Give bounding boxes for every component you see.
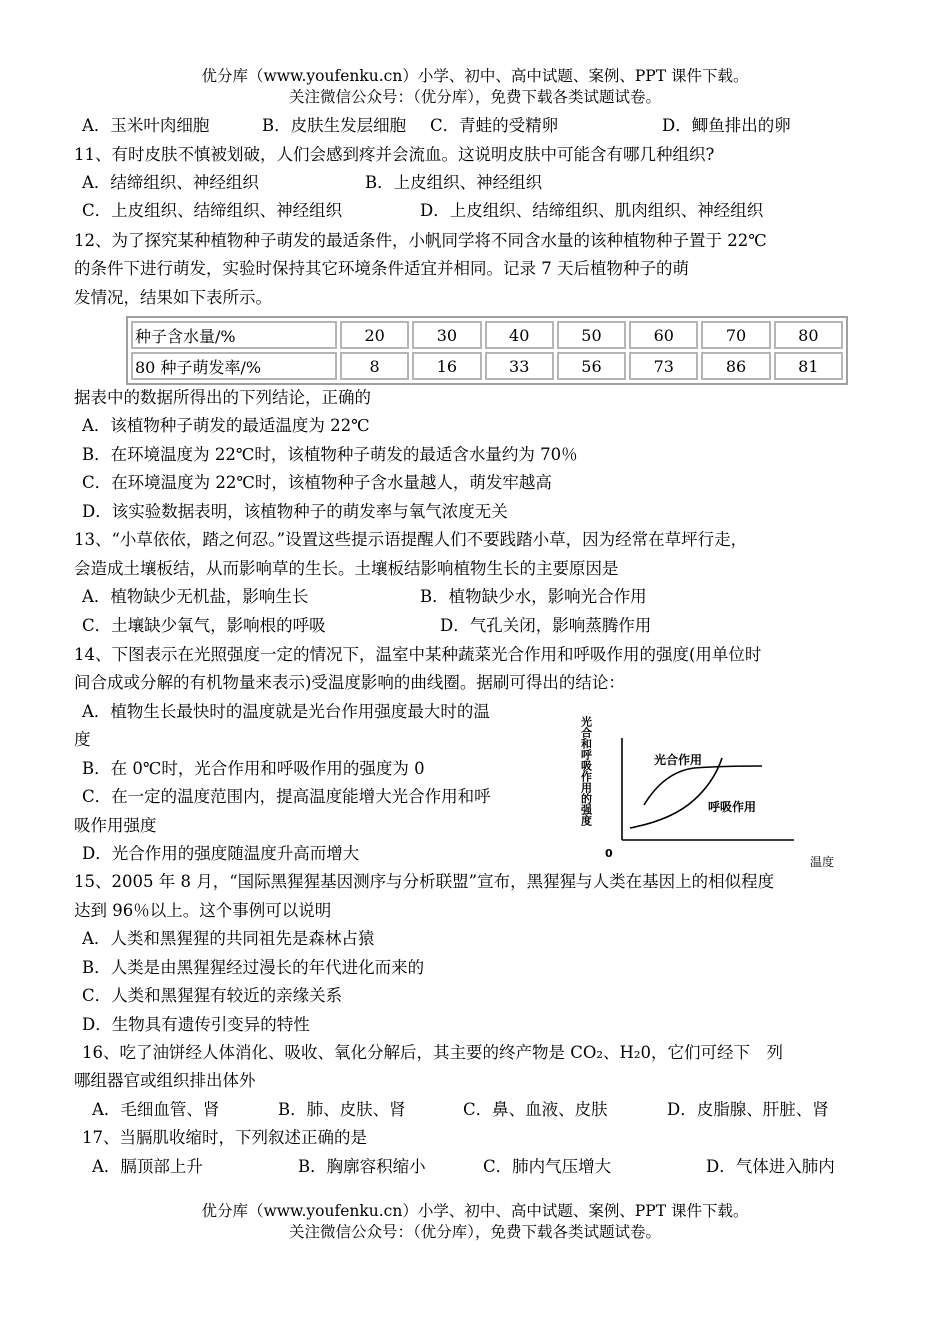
q17-option-c: C．肺内气压增大 xyxy=(483,1157,612,1176)
q14-option-b: B．在 0℃时，光合作用和呼吸作用的强度为 0 xyxy=(82,759,425,778)
header-line-1: 优分库（www.youfenku.cn）小学、初中、高中试题、案例、PPT 课件下载。 xyxy=(201,67,749,85)
q14-option-a-line1: A．植物生长最快时的温度就是光台作用强度最大时的温 xyxy=(82,702,490,721)
table-cell: 50 xyxy=(557,321,626,349)
q10-option-d: D．鲫鱼排出的卵 xyxy=(662,116,791,135)
q16-option-b: B．肺、皮肤、肾 xyxy=(278,1100,406,1119)
table-cell: 73 xyxy=(629,352,698,380)
row-label-water-content: 种子含水量/% xyxy=(131,321,337,349)
q13-option-d: D．气孔关闭，影响蒸腾作用 xyxy=(440,616,652,635)
q12-option-c: C．在环境温度为 22℃时，该植物种子含水量越人，萌发牢越高 xyxy=(82,473,552,492)
q12-stem-3: 发情况，结果如下表所示。 xyxy=(74,288,272,307)
chart-label-photosynthesis: 光合作用 xyxy=(654,753,703,767)
q12-option-a: A．该植物种子萌发的最适温度为 22℃ xyxy=(82,416,370,435)
table-row xyxy=(131,321,843,349)
q11-option-a: A．结缔组织、神经组织 xyxy=(82,173,259,192)
header-line-2: 关注微信公众号：（优分库），免费下载各类试题试卷。 xyxy=(288,88,661,106)
table-cell: 20 xyxy=(340,321,409,349)
chart-x-axis-label: 温度 xyxy=(810,855,835,869)
row-label-germination-rate: 80 种子萌发率/% xyxy=(131,352,337,380)
q14-stem-2: 间合成或分解的有机物量来表示)受温度影响的曲线圈。据刷可得出的结论： xyxy=(74,673,625,692)
q12-stem-2: 的条件下进行萌发，实验时保持其它环境条件适宜并相同。记录 7 天后植物种子的萌 xyxy=(74,259,689,278)
q15-stem-1: 15、2005 年 8 月，“国际黑猩猩基因测序与分析联盟”宣布，黑猩猩与人类在基因上的相似程度 xyxy=(74,872,775,891)
q15-option-c: C．人类和黑猩猩有较近的亲缘关系 xyxy=(82,986,343,1005)
table-cell: 33 xyxy=(485,352,554,380)
table-cell: 8 xyxy=(340,352,409,380)
q10-option-b: B．皮肤生发层细胞 xyxy=(262,116,407,135)
q11-option-c: C．上皮组织、结缔组织、神经组织 xyxy=(82,201,343,220)
table-row xyxy=(131,352,843,380)
q10-option-c: C．青蛙的受精卵 xyxy=(430,116,559,135)
q12-option-d: D．该实验数据表明，该植物种子的萌发率与氧气浓度无关 xyxy=(82,502,508,521)
q16-option-a: A．毛细血管、肾 xyxy=(92,1100,220,1119)
q12-data-table xyxy=(126,316,848,385)
q15-stem-2: 达到 96％以上。这个事例可以说明 xyxy=(74,901,332,920)
q12-after-table: 据表中的数据所得出的下列结论，正确的 xyxy=(74,388,371,407)
table-cell: 40 xyxy=(485,321,554,349)
footer-line-1: 优分库（www.youfenku.cn）小学、初中、高中试题、案例、PPT 课件下载。 xyxy=(201,1202,749,1220)
q16-option-d: D．皮脂腺、肝脏、肾 xyxy=(667,1100,829,1119)
q15-option-b: B．人类是由黑猩猩经过漫长的年代进化而来的 xyxy=(82,958,425,977)
q13-stem-1: 13、“小草依依，踏之何忍。”设置这些提示语提醒人们不要践踏小草，因为经常在草坪行走， xyxy=(74,530,748,549)
q15-option-a: A．人类和黑猩猩的共同祖先是森林占猿 xyxy=(82,929,375,948)
q11-option-d: D．上皮组织、结缔组织、肌肉组织、神经组织 xyxy=(420,201,764,220)
chart-y-axis-label: 光合和呼吸作用的强度 xyxy=(579,716,593,826)
q17-option-a: A．膈顶部上升 xyxy=(92,1157,203,1176)
chart-label-respiration: 呼吸作用 xyxy=(708,800,757,814)
table-cell: 56 xyxy=(557,352,626,380)
table-cell: 70 xyxy=(701,321,770,349)
q13-option-a: A．植物缺少无机盐，影响生长 xyxy=(82,587,309,606)
q14-option-d: D．光合作用的强度随温度升高而增大 xyxy=(82,844,360,863)
footer-line-2: 关注微信公众号：（优分库），免费下载各类试题试卷。 xyxy=(288,1223,661,1241)
table-cell: 81 xyxy=(774,352,843,380)
chart-respiration-curve xyxy=(630,758,722,828)
q11-stem: 11、有时皮肤不慎被划破，人们会感到疼并会流血。这说明皮肤中可能含有哪几种组织? xyxy=(74,145,715,164)
q10-option-a: A．玉米叶肉细胞 xyxy=(82,116,210,135)
q16-stem-2: 哪组器官或组织排出体外 xyxy=(74,1071,256,1090)
q11-option-b: B．上皮组织、神经组织 xyxy=(365,173,543,192)
q13-option-b: B．植物缺少水，影响光合作用 xyxy=(420,587,647,606)
table-cell: 80 xyxy=(774,321,843,349)
chart-origin-label: 0 xyxy=(605,847,613,860)
q12-stem-1: 12、为了探究某种植物种子萌发的最适条件，小帆同学将不同含水量的该种植物种子置于 22℃ xyxy=(74,231,767,250)
q17-option-d: D．气体进入肺内 xyxy=(706,1157,835,1176)
q16-option-c: C．鼻、血液、皮肤 xyxy=(463,1100,608,1119)
q17-stem: 17、当膈肌收缩时，下列叙述正确的是 xyxy=(82,1128,367,1147)
q16-stem-1: 16、吃了油饼经人体消化、吸收、氧化分解后，其主要的终产物是 CO₂、H₂0，它们可经下 列 xyxy=(82,1043,784,1062)
q14-temperature-chart xyxy=(579,710,882,870)
q12-option-b: B．在环境温度为 22℃时，该植物种子萌发的最适含水量约为 70％ xyxy=(82,445,578,464)
q13-stem-2: 会造成土壤板结，从而影响草的生长。土壤板结影响植物生长的主要原因是 xyxy=(74,559,619,578)
table-cell: 16 xyxy=(412,352,481,380)
table-cell: 30 xyxy=(412,321,481,349)
table-cell: 86 xyxy=(701,352,770,380)
q14-option-c-line1: C．在一定的温度范围内，提高温度能增大光合作用和呼 xyxy=(82,787,491,806)
q14-stem-1: 14、下图表示在光照强度一定的情况下，温室中某种蔬菜光合作用和呼吸作用的强度(用单位时 xyxy=(74,645,762,664)
q14-option-a-line2: 度 xyxy=(74,730,91,749)
q15-option-d: D．生物具有遗传引变异的特性 xyxy=(82,1015,310,1034)
table-cell: 60 xyxy=(629,321,698,349)
q14-option-c-line2: 吸作用强度 xyxy=(74,816,157,835)
q17-option-b: B．胸廓容积缩小 xyxy=(298,1157,426,1176)
q13-option-c: C．土壤缺少氧气，影响根的呼吸 xyxy=(82,616,326,635)
